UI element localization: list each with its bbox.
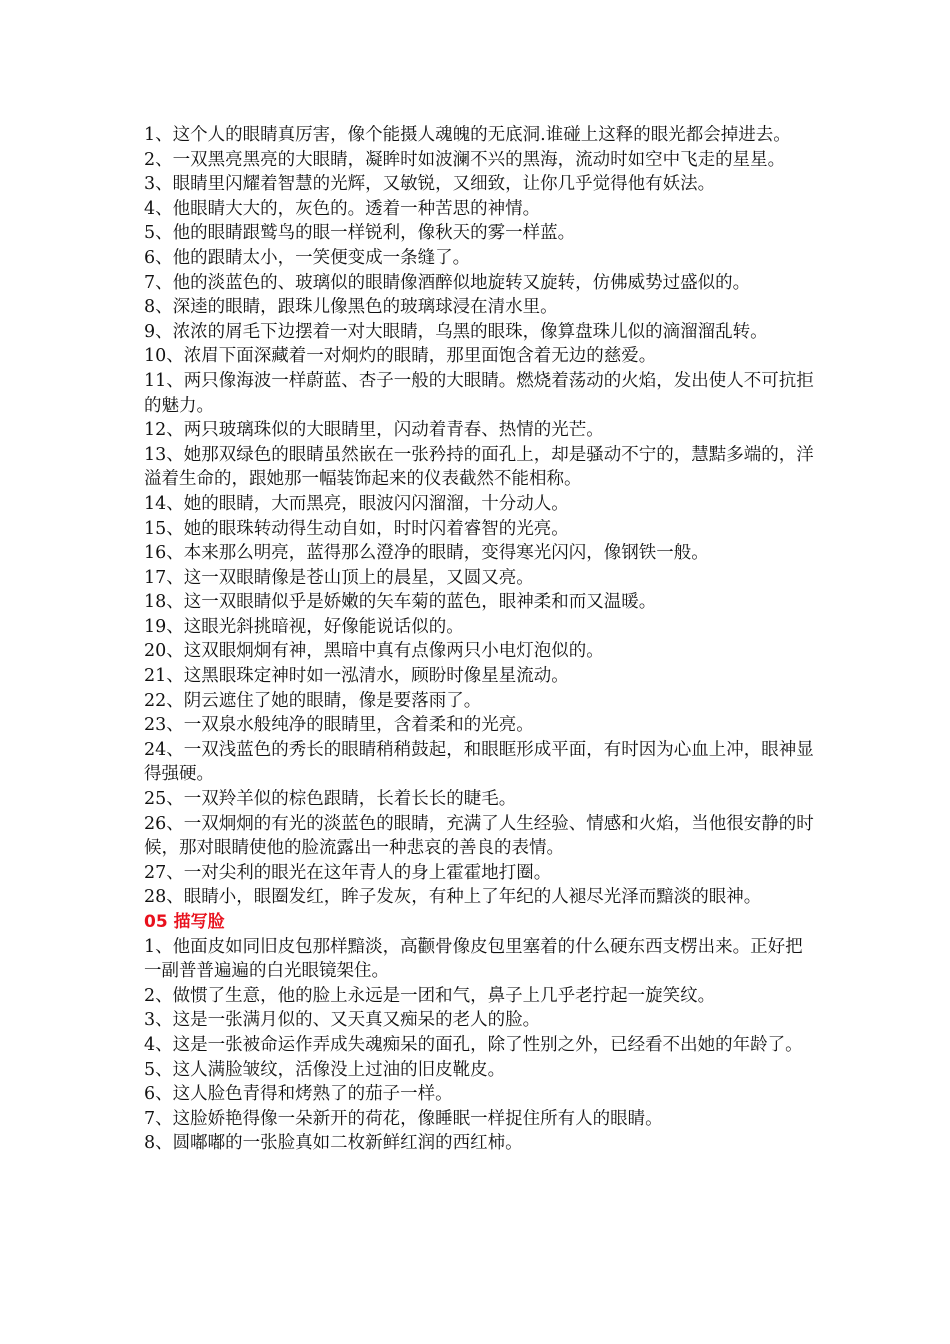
eye-item-11: 11、两只像海波一样蔚蓝、杏子一般的大眼睛。燃烧着荡动的火焰，发出使人不可抗拒的魅力。 (144, 370, 814, 416)
eye-item-23: 23、一双泉水般纯净的眼睛里，含着柔和的光亮。 (144, 715, 534, 736)
face-item-1: 1、他面皮如同旧皮包那样黯淡，高颧骨像皮包里塞着的什么硬东西支楞出来。正好把一副普普遍遍的白光眼镜架住。 (144, 936, 803, 982)
eye-item-4: 4、他眼睛大大的，灰色的。透着一种苦思的神情。 (144, 198, 541, 219)
eye-item-13: 13、她那双绿色的眼睛虽然嵌在一张矜持的面孔上，却是骚动不宁的，慧黠多端的，洋溢着生命的，跟她那一幅装饰起来的仪表截然不能相称。 (144, 444, 814, 490)
eye-item-20: 20、这双眼炯炯有神，黑暗中真有点像两只小电灯泡似的。 (144, 641, 604, 662)
eye-item-19: 19、这眼光斜挑暗视，好像能说话似的。 (144, 616, 464, 637)
face-item-5: 5、这人满脸皱纹，活像没上过油的旧皮靴皮。 (144, 1059, 506, 1080)
eye-item-21: 21、这黑眼珠定神时如一泓清水，顾盼时像星星流动。 (144, 666, 569, 687)
eye-item-15: 15、她的眼珠转动得生动自如，时时闪着睿智的光亮。 (144, 518, 569, 539)
document-body (144, 123, 816, 1156)
face-item-7: 7、这脸娇艳得像一朵新开的荷花，像睡眠一样捉住所有人的眼睛。 (144, 1108, 663, 1129)
eye-item-28: 28、眼睛小，眼圈发红，眸子发灰，有种上了年纪的人褪尽光泽而黯淡的眼神。 (144, 887, 762, 908)
eye-item-14: 14、她的眼睛，大而黑亮，眼波闪闪溜溜，十分动人。 (144, 493, 569, 514)
face-item-8: 8、圆嘟嘟的一张脸真如二枚新鲜红润的西红柿。 (144, 1133, 523, 1154)
eye-item-3: 3、眼睛里闪耀着智慧的光辉，又敏锐，又细致，让你几乎觉得他有妖法。 (144, 174, 716, 195)
eye-item-9: 9、浓浓的屑毛下边摆着一对大眼睛，乌黑的眼珠，像算盘珠儿似的滴溜溜乱转。 (144, 321, 768, 342)
eye-item-17: 17、这一双眼睛像是苍山顶上的晨星，又圆又亮。 (144, 567, 534, 588)
eye-item-16: 16、本来那么明亮，蓝得那么澄净的眼睛，变得寒光闪闪，像钢铁一般。 (144, 543, 709, 564)
eye-item-5: 5、他的眼睛跟鹫鸟的眼一样锐利，像秋天的雾一样蓝。 (144, 223, 576, 244)
eye-item-6: 6、他的跟睛太小，一笑便变成一条缝了。 (144, 247, 471, 268)
eye-item-8: 8、深逵的眼睛，跟珠儿像黑色的玻璃球浸在清水里。 (144, 297, 558, 318)
eye-item-18: 18、这一双眼睛似乎是娇嫩的矢车菊的蓝色，眼神柔和而又温暖。 (144, 592, 657, 613)
face-item-4: 4、这是一张被命运作弄成失魂痴呆的面孔，除了性别之外，已经看不出她的年龄了。 (144, 1034, 803, 1055)
face-item-3: 3、这是一张满月似的、又天真又痴呆的老人的脸。 (144, 1010, 541, 1031)
eye-item-25: 25、一双羚羊似的棕色跟睛，长着长长的睫毛。 (144, 789, 517, 810)
section-heading-face: 05 描写脸 (144, 912, 225, 932)
eye-item-24: 24、一双浅蓝色的秀长的眼睛稍稍鼓起，和眼眶形成平面，有时因为心血上冲，眼神显得强硬。 (144, 739, 814, 785)
face-item-2: 2、做惯了生意，他的脸上永远是一团和气，鼻子上几乎老拧起一旋笑纹。 (144, 985, 716, 1006)
eye-item-7: 7、他的淡蓝色的、玻璃似的眼睛像酒醉似地旋转又旋转，仿佛威势过盛似的。 (144, 272, 751, 293)
eye-item-2: 2、一双黑亮黑亮的大眼睛，凝眸时如波澜不兴的黑海，流动时如空中飞走的星星。 (144, 149, 786, 170)
eye-item-27: 27、一对尖利的眼光在这年青人的身上霍霍地打圈。 (144, 862, 552, 883)
eye-item-10: 10、浓眉下面深藏着一对炯灼的眼睛，那里面饱含着无边的慈爱。 (144, 346, 657, 367)
eye-item-22: 22、阴云遮住了她的眼睛，像是要落雨了。 (144, 690, 482, 711)
eye-item-1: 1、这个人的眼睛真厉害，像个能摄人魂魄的无底洞.谁碰上这释的眼光都会掉进去。 (144, 125, 791, 145)
eye-item-12: 12、两只玻璃珠似的大眼睛里，闪动着青春、热情的光芒。 (144, 420, 604, 441)
eye-item-26: 26、一双炯炯的有光的淡蓝色的眼睛，充满了人生经验、情感和火焰，当他很安静的时候，那对眼睛使他的脸流露出一种悲哀的善良的表情。 (144, 813, 814, 859)
face-item-6: 6、这人脸色青得和烤熟了的茄子一样。 (144, 1084, 453, 1105)
